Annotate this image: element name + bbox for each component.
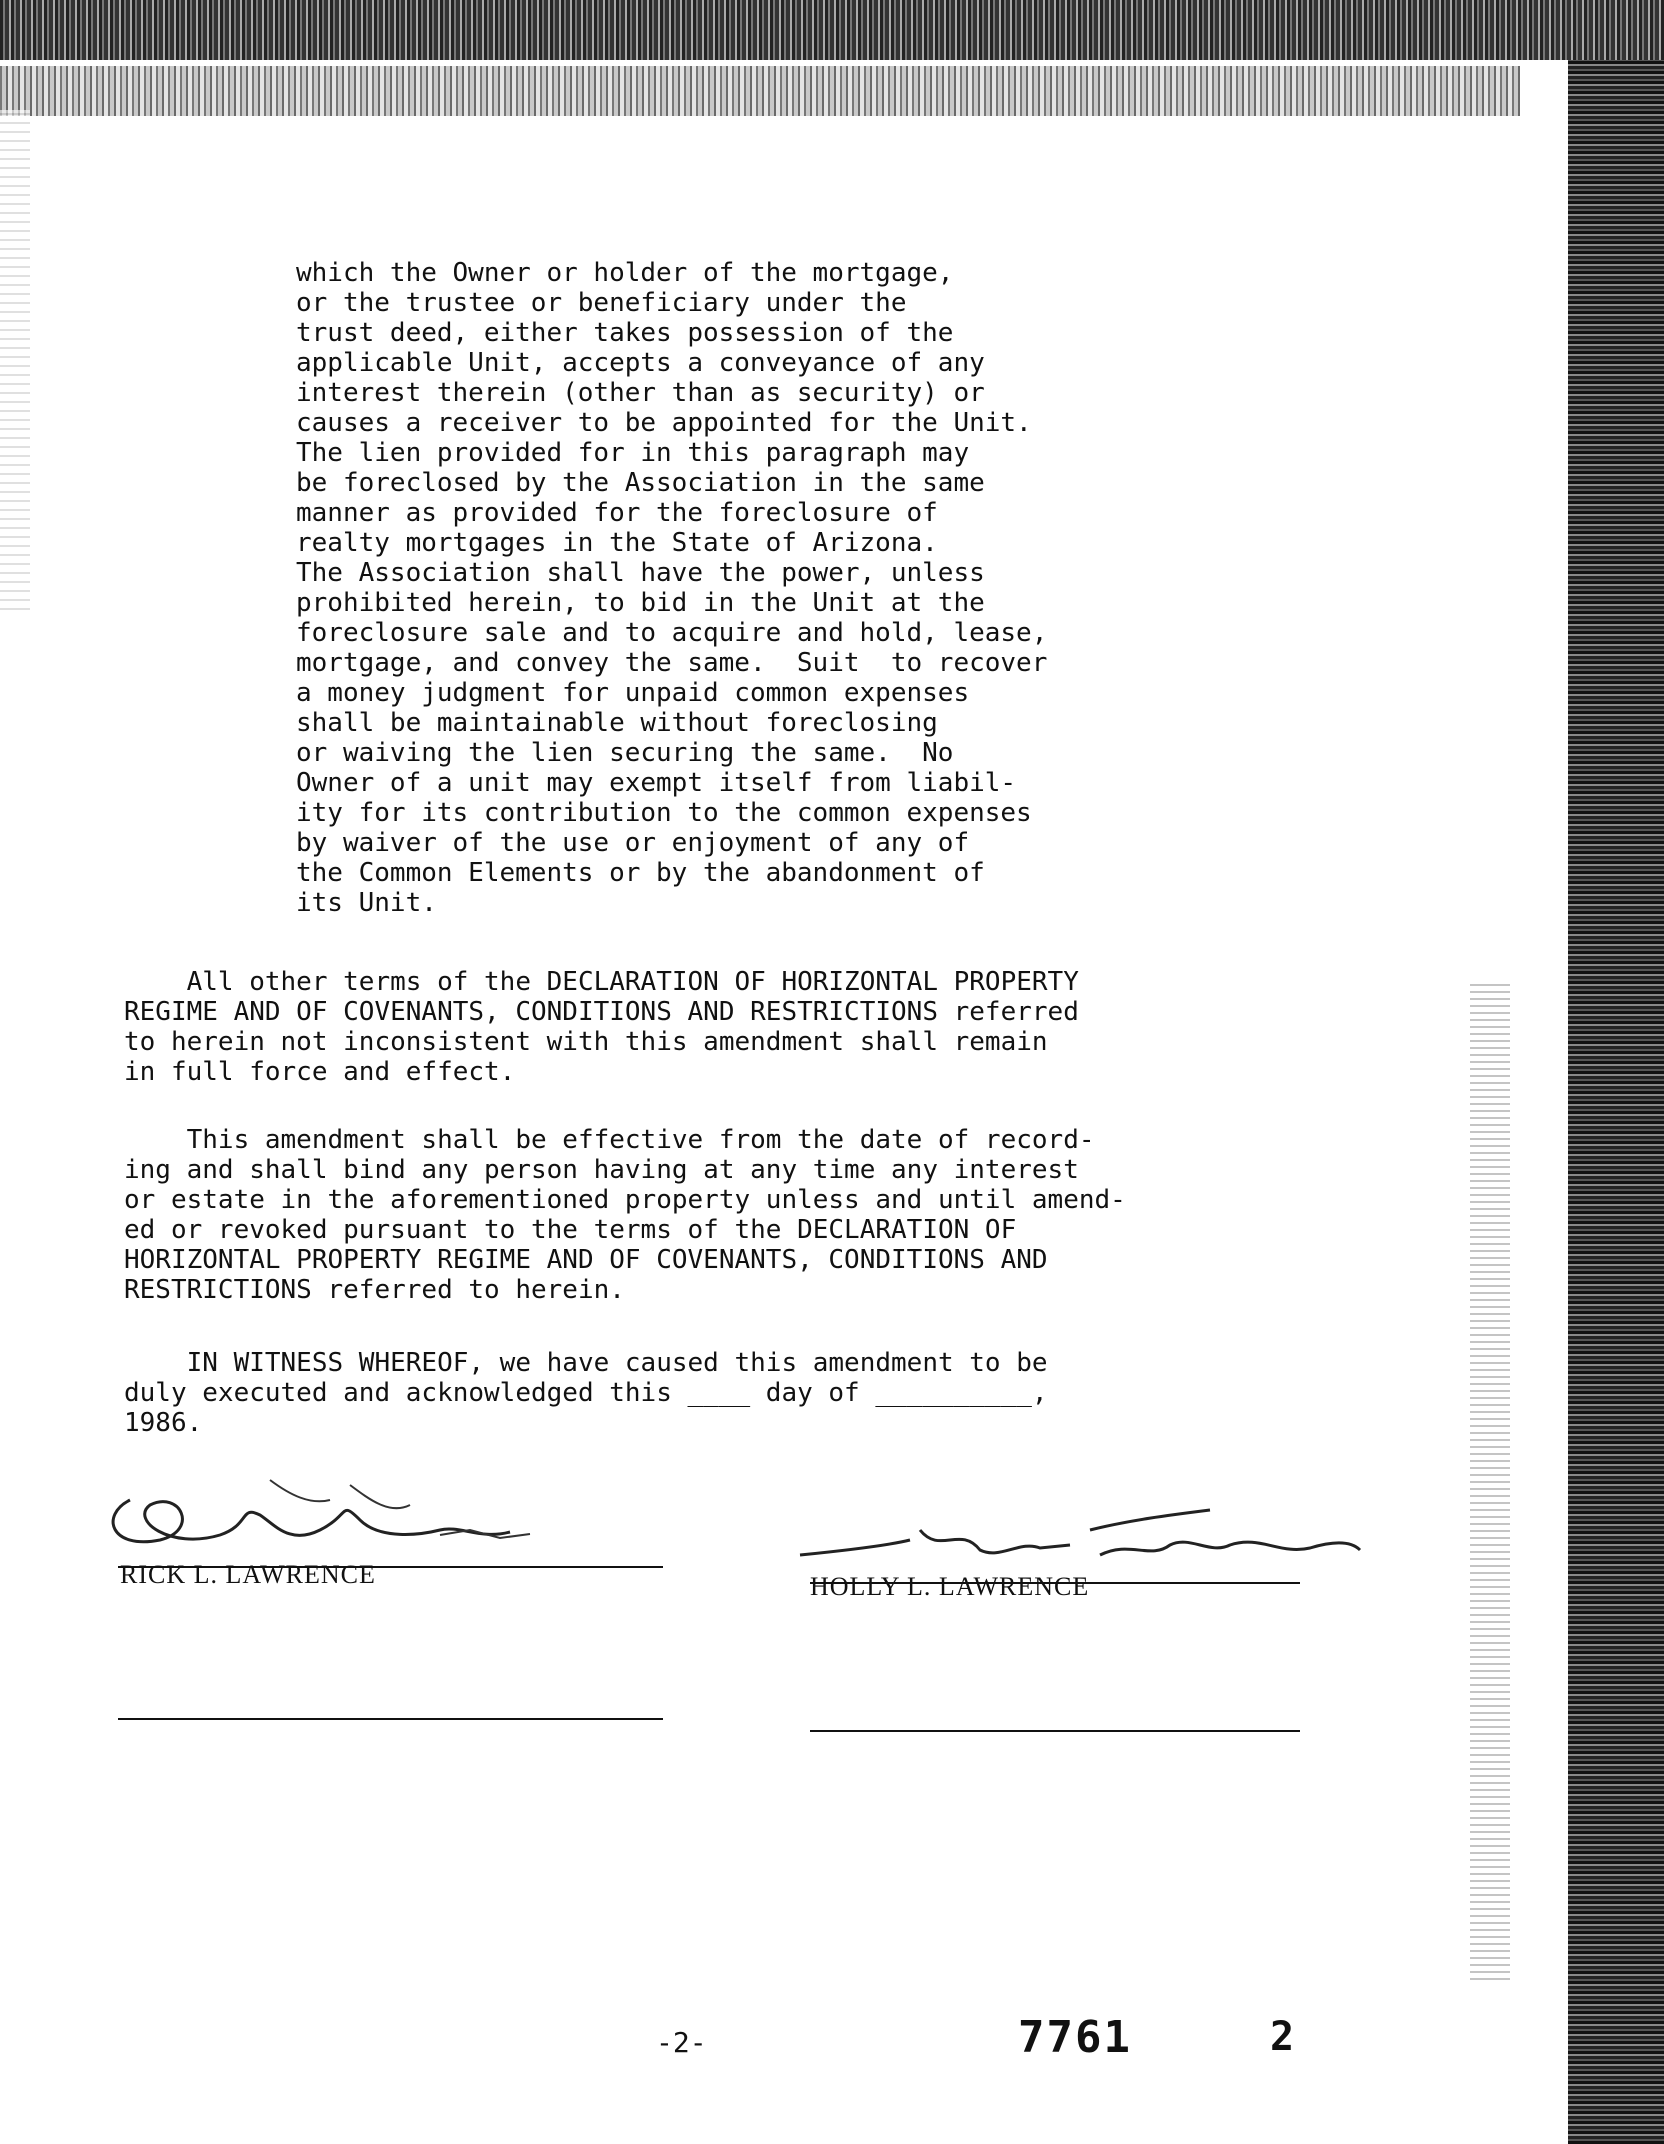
effective-date-paragraph: This amendment shall be effective from the date of record- ing and shall bind any person having at any time any interest or estate in the aforementioned property unless and until amend- ed or revoked pursuant to the terms of the DECLARATION OF HORIZONTAL PROPERTY REGIME AND OF COVENANTS, CONDITIONS AND RESTRICTIONS referred to herein. [124, 1125, 1126, 1305]
signature-line-right-2 [810, 1730, 1300, 1732]
signature-line-left-2 [118, 1718, 663, 1720]
scan-border-top [0, 0, 1664, 60]
document-number: 7761 [1018, 2012, 1132, 2063]
scan-border-top-inner [0, 66, 1520, 116]
witness-paragraph: IN WITNESS WHEREOF, we have caused this amendment to be duly executed and acknowledged this ____ day of __________, 1986. [124, 1348, 1048, 1438]
lien-paragraph: which the Owner or holder of the mortgage, or the trustee or beneficiary under the trust deed, either takes possession of the applicable Unit, accepts a conveyance of any interest therein (other than as security) or causes a receiver to be appointed for the Unit. The lien provided for in this paragraph may be foreclosed by the Association in the same manner as provided for the foreclosure of realty mortgages in the State of Arizona. The Association shall have the power, unless prohibited herein, to bid in the Unit at the foreclosure sale and to acquire and hold, lease, mortgage, and convey the same. Suit to recover a money judgment for unpaid common expenses shall be maintainable without foreclosing or waiving the lien securing the same. No Owner of a unit may exempt itself from liabil- ity for its contribution to the common expenses by waiver of the use or enjoyment of any of the Common Elements or by the abandonment of its Unit. [296, 258, 1048, 918]
other-terms-paragraph: All other terms of the DECLARATION OF HORIZONTAL PROPERTY REGIME AND OF COVENANTS, CONDITIONS AND RESTRICTIONS referred to herein not inconsistent with this amendment shall remain in full force and effect. [124, 967, 1079, 1087]
page-number: 2 [1270, 2014, 1295, 2060]
signatory-name-right: HOLLY L. LAWRENCE [810, 1572, 1090, 1601]
signature-rick [90, 1460, 650, 1570]
scan-noise-left [0, 110, 30, 610]
scan-noise-right [1470, 980, 1510, 1980]
signatory-name-left: RICK L. LAWRENCE [120, 1560, 376, 1589]
page-label: -2- [656, 2026, 707, 2059]
signature-holly [770, 1500, 1370, 1580]
scan-border-right [1568, 60, 1664, 2144]
